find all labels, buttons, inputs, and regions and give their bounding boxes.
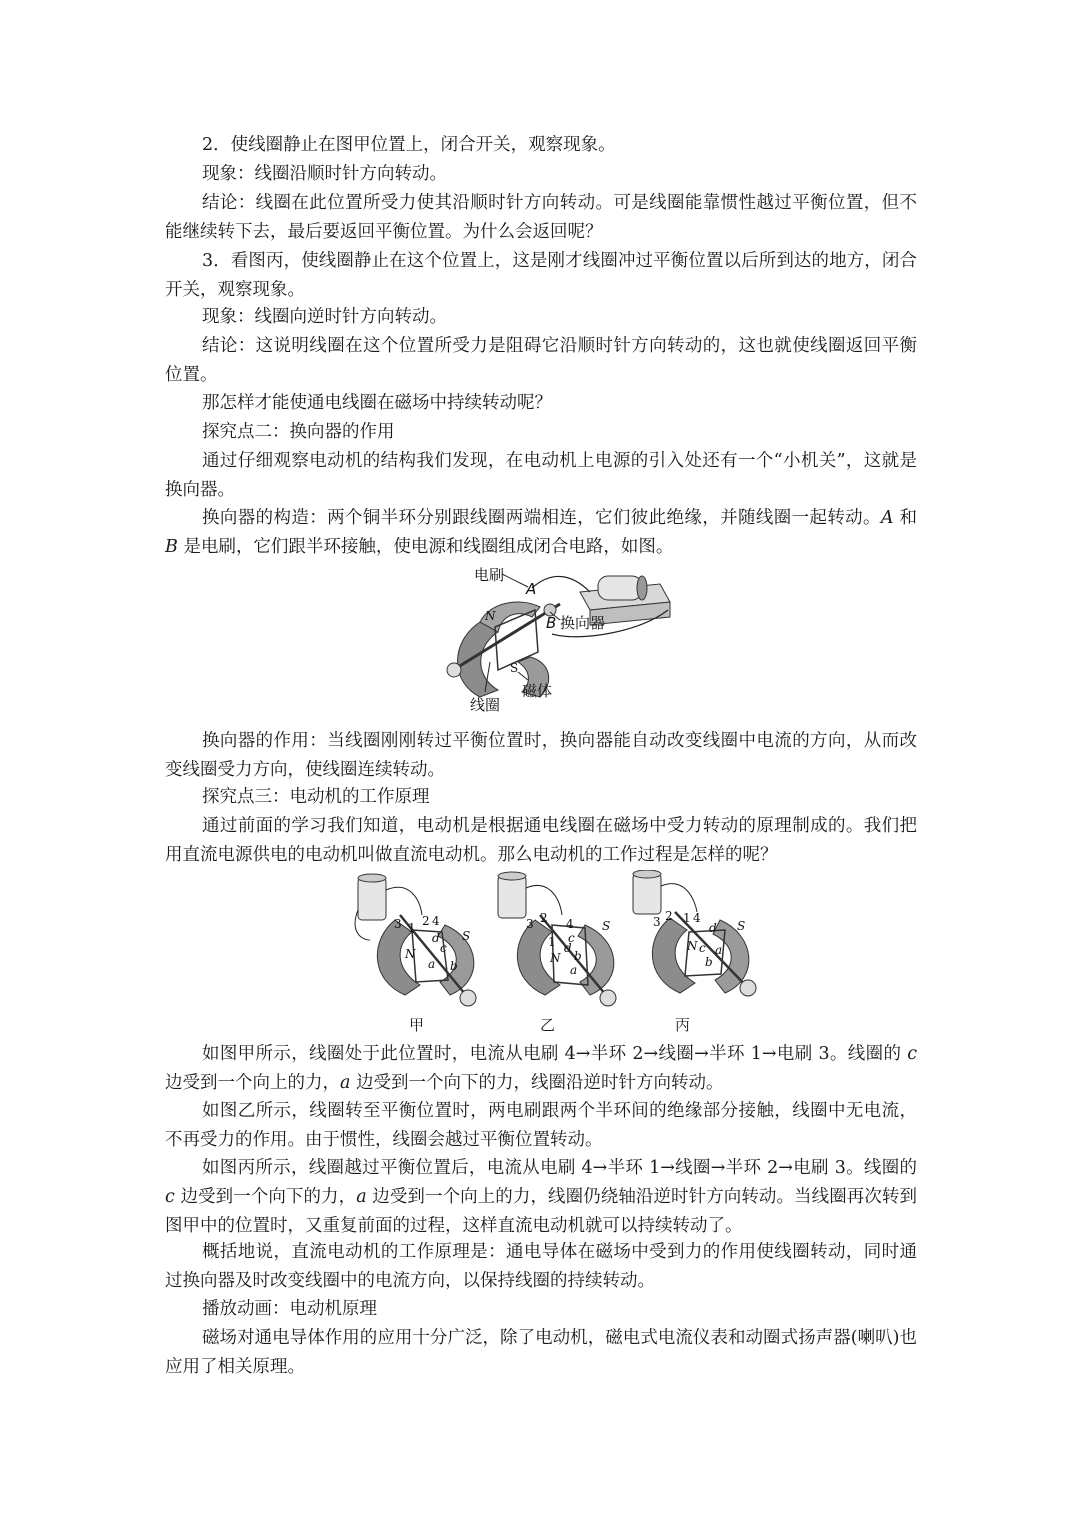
bing-c-letter: c bbox=[165, 1187, 175, 1207]
paragraph-figure-yi: 如图乙所示，线圈转至平衡位置时，两电刷跟两个半环间的绝缘部分接触，线圈中无电流，不再受力的作用。由于惯性，线圈会越过平衡位置转动。 bbox=[165, 1101, 917, 1150]
structure-rest: 是电刷，它们跟半环接触，使电源和线圈组成闭合电路，如图。 bbox=[177, 537, 674, 557]
paragraph-phenomenon-2: 现象：线圈向逆时针方向转动。 bbox=[202, 307, 447, 327]
bing-s-pole: S bbox=[737, 919, 746, 933]
yi-n3: 3 bbox=[526, 917, 534, 931]
paragraph-question: 那怎样才能使通电线圈在磁场中持续转动呢？ bbox=[202, 393, 552, 413]
paragraph-summary: 概括地说，直流电动机的工作原理是：通电导体在磁场中受到力的作用使线圈转动，同时通过换向器及时改变线圈中的电流方向，以保持线圈的持续转动。 bbox=[165, 1242, 917, 1291]
label-n: N bbox=[485, 609, 496, 623]
jia-n3: 3 bbox=[394, 917, 402, 931]
jia-c: c bbox=[440, 941, 447, 955]
caption-bing: 丙 bbox=[675, 1016, 691, 1034]
yi-n4: 4 bbox=[566, 917, 574, 931]
bing-b: b bbox=[705, 955, 713, 969]
motor-panel-jia bbox=[355, 874, 476, 1006]
paragraph-conclusion-2: 结论：这说明线圈在这个位置所受力是阻碍它沿顺时针方向转动的，这也就使线圈返回平衡位置。 bbox=[165, 336, 917, 385]
gear-icon bbox=[447, 663, 461, 677]
jia-d: d bbox=[432, 931, 440, 945]
battery-icon bbox=[498, 876, 526, 918]
bing-n2: 2 bbox=[665, 909, 673, 923]
paragraph-conclusion-1: 结论：线圈在此位置所受力使其沿顺时针方向转动。可是线圈能靠惯性越过平衡位置，但不能继续转下去，最后要返回平衡位置。为什么会返回呢？ bbox=[165, 193, 917, 242]
paragraph-commutator-function: 换向器的作用：当线圈刚刚转过平衡位置时，换向器能自动改变线圈中电流的方向，从而改变线圈受力方向，使线圈连续转动。 bbox=[165, 731, 917, 780]
brush-b-letter: B bbox=[165, 537, 178, 557]
section-heading-2: 探究点二：换向器的作用 bbox=[202, 422, 395, 442]
label-s: S bbox=[510, 661, 519, 675]
jia-n-pole: N bbox=[405, 947, 416, 961]
jia-a-letter: a bbox=[340, 1073, 351, 1093]
magnet-leader bbox=[518, 672, 528, 680]
wire-top bbox=[532, 576, 590, 592]
bing-text-3: 边受到一个向上的力，线圈仍绕轴沿逆时针方向转动。当线圈再次转到图甲中的位置时，又重复前面的过程，这样直流电动机就可以持续转动了。 bbox=[165, 1187, 918, 1236]
yi-n-pole: N bbox=[550, 951, 561, 965]
gear-icon bbox=[460, 990, 476, 1006]
jia-text-3: 边受到一个向下的力，线圈沿逆时针方向转动。 bbox=[350, 1073, 724, 1093]
gear-icon bbox=[740, 980, 756, 996]
brush-leader bbox=[502, 574, 528, 587]
paragraph-step2: 2．使线圈静止在图甲位置上，闭合开关，观察现象。 bbox=[202, 135, 616, 155]
label-commutator: 换向器 bbox=[560, 614, 606, 632]
bing-n3: 3 bbox=[653, 915, 661, 929]
brush-a-letter: A bbox=[880, 508, 894, 528]
label-magnet: 磁体 bbox=[522, 682, 553, 700]
bing-n1: 1 bbox=[683, 911, 691, 925]
paragraph-figure-jia bbox=[165, 1040, 917, 1098]
motor-panel-yi bbox=[498, 872, 616, 1006]
yi-c: c bbox=[568, 931, 575, 945]
paragraph-commutator-intro: 通过仔细观察电动机的结构我们发现，在电动机上电源的引入处还有一个“小机关”，这就是换向器。 bbox=[165, 451, 917, 500]
bing-text-2: 边受到一个向下的力， bbox=[174, 1187, 357, 1207]
bing-c: c bbox=[699, 941, 706, 955]
jia-b: b bbox=[450, 959, 458, 973]
commutator-figure bbox=[440, 562, 680, 717]
jia-n2: 2 bbox=[422, 914, 430, 928]
battery-icon bbox=[633, 874, 661, 914]
and-word: 和 bbox=[893, 508, 917, 528]
label-b: B bbox=[546, 614, 557, 632]
paragraph-step3: 3．看图丙，使线圈静止在这个位置上，这是刚才线圈冲过平衡位置以后所到达的地方，闭合开关，观察现象。 bbox=[165, 251, 917, 300]
paragraph-figure-bing bbox=[165, 1154, 917, 1241]
bing-n-pole: N bbox=[687, 939, 698, 953]
bing-n4: 4 bbox=[693, 911, 701, 925]
bing-d: d bbox=[709, 921, 717, 935]
structure-text: 换向器的构造：两个铜半环分别跟线圈两端相连，它们彼此绝缘，并随线圈一起转动。 bbox=[202, 508, 881, 528]
paragraph-phenomenon-1: 现象：线圈沿顺时针方向转动。 bbox=[202, 164, 447, 184]
jia-c-letter: c bbox=[907, 1044, 917, 1064]
paragraph-animation: 播放动画：电动机原理 bbox=[202, 1299, 377, 1319]
motor-three-states-figure bbox=[350, 870, 770, 1010]
yi-a: a bbox=[570, 963, 578, 977]
paragraph-commutator-structure bbox=[165, 504, 917, 562]
jia-text-1: 如图甲所示，线圈处于此位置时，电流从电刷 4→半环 2→线圈→半环 1→电刷 3。线圈的 bbox=[202, 1044, 908, 1064]
label-brush: 电刷 bbox=[474, 566, 505, 584]
jia-s-pole: S bbox=[462, 929, 471, 943]
jia-text-2: 边受到一个向上的力， bbox=[165, 1073, 340, 1093]
bing-a: a bbox=[715, 943, 723, 957]
section-heading-3: 探究点三：电动机的工作原理 bbox=[202, 787, 430, 807]
caption-jia: 甲 bbox=[409, 1016, 425, 1034]
yi-d: d bbox=[564, 941, 572, 955]
caption-yi: 乙 bbox=[540, 1016, 556, 1034]
bing-a-letter: a bbox=[356, 1187, 367, 1207]
jia-a: a bbox=[428, 957, 436, 971]
bing-text-1: 如图丙所示，线圈越过平衡位置后，电流从电刷 4→半环 1→线圈→半环 2→电刷 3。线圈的 bbox=[202, 1158, 917, 1178]
label-a: A bbox=[526, 580, 537, 598]
motor-panel-bing bbox=[633, 870, 756, 996]
yi-s-pole: S bbox=[602, 919, 611, 933]
paragraph-applications: 磁场对通电导体作用的应用十分广泛，除了电动机，磁电式电流仪表和动圈式扬声器(喇叭)也应用了相关原理。 bbox=[165, 1328, 917, 1377]
yi-n1: 1 bbox=[548, 935, 556, 949]
yi-b: b bbox=[574, 949, 582, 963]
gear-icon bbox=[600, 990, 616, 1006]
jia-n1: 1 bbox=[408, 921, 416, 935]
label-coil: 线圈 bbox=[470, 696, 501, 714]
jia-n4: 4 bbox=[432, 914, 440, 928]
paragraph-motor-principle: 通过前面的学习我们知道，电动机是根据通电线圈在磁场中受力转动的原理制成的。我们把用直流电源供电的电动机叫做直流电动机。那么电动机的工作过程是怎样的呢？ bbox=[165, 816, 917, 865]
battery-icon bbox=[358, 878, 386, 920]
yi-n2: 2 bbox=[540, 911, 548, 925]
